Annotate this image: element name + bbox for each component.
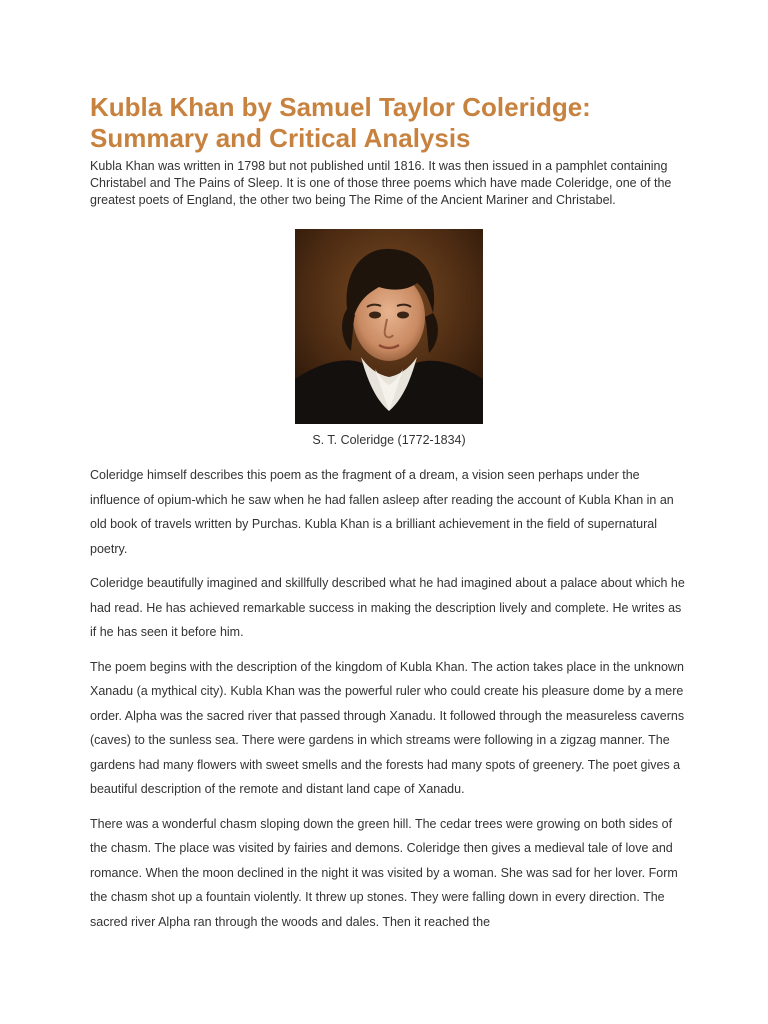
title-line-2: Summary and Critical Analysis	[90, 123, 471, 153]
intro-paragraph: Kubla Khan was written in 1798 but not published until 1816. It was then issued in a pamphlet containing Christabel and The Pains of Sleep. It is one of those three poems which have made Coleridge, one of the greatest poets of England, the other two being The Rime of the Ancient Mariner and Christabel.	[90, 159, 672, 207]
portrait-figure	[90, 229, 688, 449]
title-line-1: Kubla Khan by Samuel Taylor Coleridge:	[90, 92, 591, 122]
body-paragraph-1: Coleridge himself describes this poem as the fragment of a dream, a vision seen perhaps under the influence of opium-which he saw when he had fallen asleep after reading the account of Kubla Khan in an old book of travels written by Purchas. Kubla Khan is a brilliant achievement in the field of supernatural poetry.	[90, 468, 674, 556]
article-title	[90, 92, 688, 154]
portrait-image	[295, 229, 483, 424]
body-paragraph-2: Coleridge beautifully imagined and skillfully described what he had imagined about a palace about which he had read. He has achieved remarkable success in making the description lively and complete. He writes as if he has seen it before him.	[90, 576, 685, 639]
body-paragraph-3: The poem begins with the description of the kingdom of Kubla Khan. The action takes place in the unknown Xanadu (a mythical city). Kubla Khan was the powerful ruler who could create his pleasure dome by a mere order. Alpha was the sacred river that passed through Xanadu. It followed through the measureless caverns (caves) to the sunless sea. There were gardens in which streams were following in a zigzag manner. The gardens had many flowers with sweet smells and the forests had many spots of greenery. The poet gives a beautiful description of the remote and distant land cape of Xanadu.	[90, 659, 685, 796]
article	[90, 92, 688, 944]
body-paragraph-4: There was a wonderful chasm sloping down the green hill. The cedar trees were growing on both sides of the chasm. The place was visited by fairies and demons. Coleridge then gives a medieval tale of love and romance. When the moon declined in the night it was visited by a woman. She was sad for her lover. Form the chasm shot up a fountain violently. It threw up stones. They were falling down in every direction. The sacred river Alpha ran through the woods and dales. Then it reached the	[90, 816, 678, 929]
image-caption: S. T. Coleridge (1772-1834)	[312, 433, 466, 447]
